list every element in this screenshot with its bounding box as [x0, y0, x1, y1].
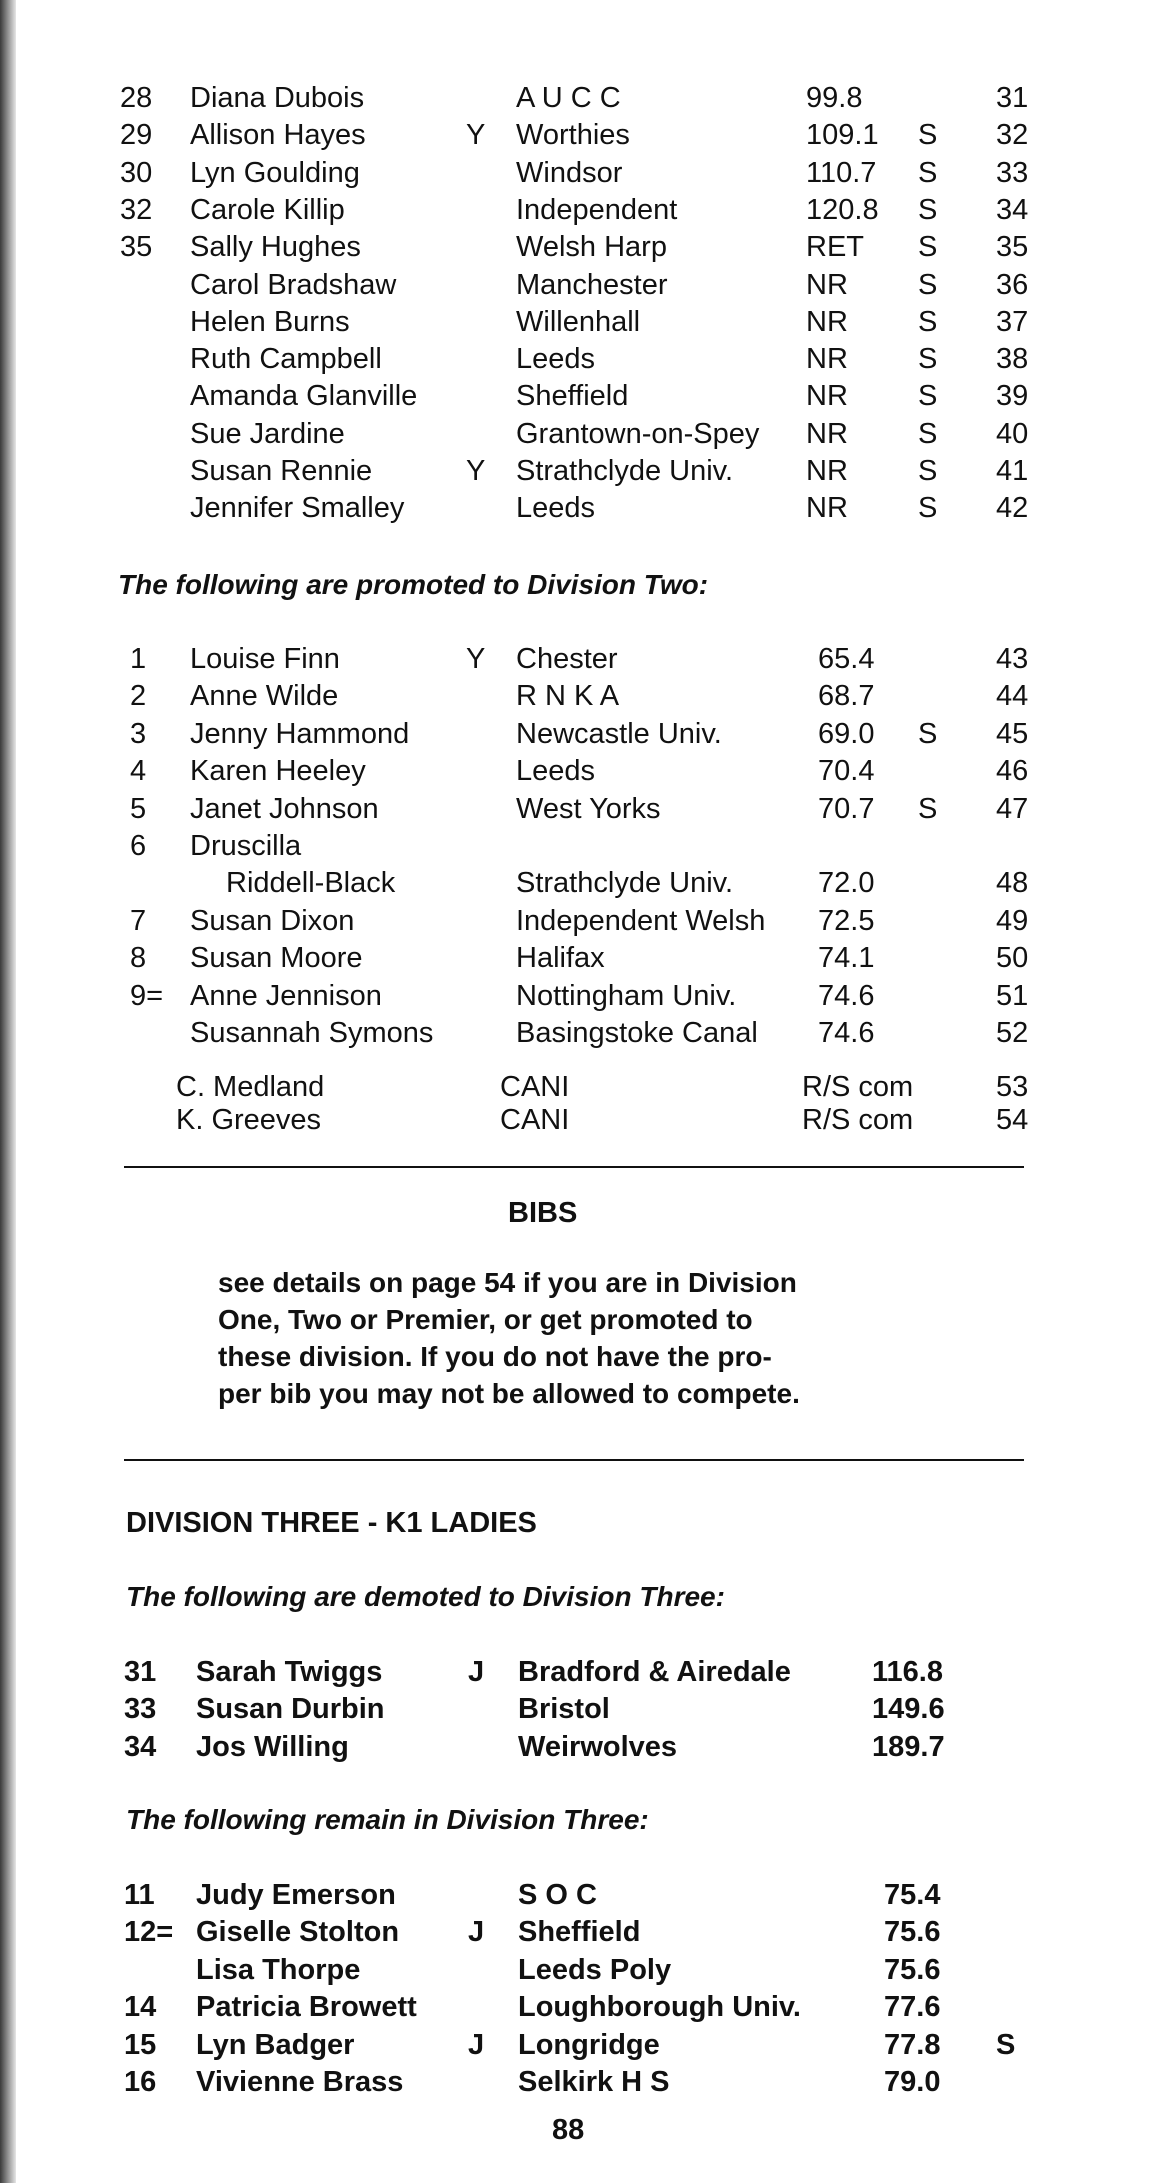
- table-row: [0, 2064, 1176, 2100]
- table-row: [0, 490, 1176, 526]
- table-row: [0, 753, 1176, 789]
- cell-time: 69.0: [818, 717, 875, 750]
- table-row: [0, 1877, 1176, 1913]
- cell-num: 49: [996, 904, 1029, 937]
- cell-time: 120.8: [806, 193, 879, 226]
- cell-s: S: [918, 417, 938, 450]
- cell-flag: Y: [466, 643, 486, 675]
- cell-club: Nottingham Univ.: [516, 979, 737, 1012]
- bibs-line: these division. If you do not have the pro-: [218, 1341, 772, 1372]
- table-row: [0, 267, 1176, 303]
- table-row: [0, 1102, 1176, 1138]
- cell-num: 46: [996, 755, 1029, 788]
- cell-name: Susan Moore: [190, 942, 363, 975]
- cell-name: Druscilla: [190, 830, 302, 862]
- cell-pos: 7: [130, 904, 147, 937]
- cell-num: 50: [996, 942, 1029, 975]
- table-row: [0, 791, 1176, 827]
- cell-time: 65.4: [818, 643, 875, 675]
- table-row: [0, 80, 1176, 116]
- cell-s: S: [918, 717, 938, 750]
- cell-time: RET: [806, 231, 864, 264]
- cell-num: 43: [996, 643, 1029, 675]
- cell-num: 45: [996, 717, 1029, 750]
- table-row: [0, 453, 1176, 489]
- cell-pos: 14: [124, 1991, 157, 2024]
- cell-flag: J: [468, 1656, 485, 1688]
- cell-s: S: [918, 455, 938, 487]
- cell-time: 72.0: [818, 867, 875, 900]
- bibs-line: see details on page 54 if you are in Division: [218, 1267, 797, 1298]
- cell-name: Lyn Badger: [196, 2028, 355, 2061]
- cell-pos: 28: [120, 82, 153, 114]
- cell-pos: 30: [120, 156, 153, 189]
- cell-club: Leeds: [516, 492, 596, 525]
- cell-club: Willenhall: [516, 305, 641, 338]
- cell-time: NR: [806, 268, 848, 301]
- cell-club: Manchester: [516, 268, 668, 301]
- cell-name: Anne Jennison: [190, 979, 382, 1012]
- cell-num: 31: [996, 82, 1029, 114]
- cell-club: Basingstoke Canal: [516, 1017, 758, 1049]
- cell-name: Susan Dixon: [190, 904, 355, 937]
- cell-club: Windsor: [516, 156, 623, 189]
- cell-name: Susannah Symons: [190, 1017, 434, 1049]
- cell-club: Newcastle Univ.: [516, 717, 722, 750]
- cell-time: 72.5: [818, 904, 875, 937]
- cell-num: 38: [996, 343, 1029, 376]
- cell-name: Giselle Stolton: [196, 1916, 400, 1949]
- cell-name: Susan Durbin: [196, 1693, 385, 1726]
- table-row: [0, 155, 1176, 191]
- table-row: [0, 1914, 1176, 1950]
- cell-time: 189.7: [872, 1730, 945, 1763]
- cell-club: Chester: [516, 643, 618, 675]
- cell-club: Leeds: [516, 343, 596, 376]
- cell-num: 37: [996, 305, 1029, 338]
- cell-pos: 29: [120, 119, 153, 152]
- cell-time: 70.4: [818, 755, 875, 788]
- cell-club: Bristol: [518, 1693, 610, 1726]
- cell-time: NR: [806, 455, 848, 487]
- table-row: [0, 903, 1176, 939]
- cell-club: Halifax: [516, 942, 605, 975]
- cell-name: C. Medland: [176, 1071, 325, 1103]
- cell-pos: 33: [124, 1693, 157, 1726]
- cell-num: 53: [996, 1071, 1029, 1103]
- cell-s: S: [918, 193, 938, 226]
- bibs-notice: [218, 1264, 898, 1412]
- cell-time: NR: [806, 343, 848, 376]
- divider-bottom: [124, 1459, 1024, 1461]
- cell-name: Lisa Thorpe: [196, 1953, 361, 1986]
- cell-club: Independent: [516, 193, 678, 226]
- cell-club: Selkirk H S: [518, 2066, 670, 2098]
- cell-pos: 11: [124, 1879, 155, 1911]
- cell-name: K. Greeves: [176, 1104, 322, 1136]
- cell-time: 70.7: [818, 792, 875, 825]
- cell-club: Sheffield: [518, 1916, 641, 1949]
- cell-club: West Yorks: [516, 792, 661, 825]
- demoted-heading: The following are demoted to Division Three:: [126, 1581, 725, 1612]
- cell-s: S: [918, 119, 938, 152]
- cell-pos: 16: [124, 2066, 157, 2098]
- table-row: [0, 1069, 1176, 1105]
- cell-club: Loughborough Univ.: [518, 1991, 801, 2024]
- cell-num: 51: [996, 979, 1029, 1012]
- division-three-title: DIVISION THREE - K1 LADIES: [126, 1507, 537, 1539]
- table-row: [0, 304, 1176, 340]
- cell-num: 54: [996, 1104, 1029, 1136]
- cell-club: Worthies: [516, 119, 630, 152]
- cell-time: 74.6: [818, 979, 875, 1012]
- cell-name: Lyn Goulding: [190, 156, 360, 189]
- cell-time: 75.6: [884, 1916, 941, 1949]
- cell-name: Sally Hughes: [190, 231, 361, 264]
- cell-time: 99.8: [806, 82, 863, 114]
- cell-club: Leeds Poly: [518, 1953, 672, 1986]
- cell-time: 77.8: [884, 2028, 941, 2061]
- page-number: 88: [552, 2114, 585, 2146]
- cell-name: Patricia Browett: [196, 1991, 417, 2024]
- cell-pos: 1: [130, 643, 147, 675]
- table-row: [0, 341, 1176, 377]
- cell-s: S: [918, 343, 938, 376]
- cell-flag: J: [468, 2028, 485, 2061]
- table-row: [0, 865, 1176, 901]
- cell-name: Carole Killip: [190, 193, 345, 226]
- bibs-title: BIBS: [508, 1197, 578, 1229]
- cell-num: 48: [996, 867, 1029, 900]
- cell-pos: 4: [130, 755, 147, 788]
- cell-pos: 3: [130, 717, 147, 750]
- cell-s: S: [918, 380, 938, 413]
- cell-club: Bradford & Airedale: [518, 1656, 791, 1688]
- cell-note: R/S com: [802, 1104, 914, 1136]
- cell-pos: 6: [130, 830, 147, 862]
- cell-pos: 32: [120, 193, 153, 226]
- cell-time: NR: [806, 380, 848, 413]
- cell-note: R/S com: [802, 1071, 914, 1103]
- promoted-heading: The following are promoted to Division Two:: [118, 569, 709, 600]
- cell-time: 109.1: [806, 119, 879, 152]
- table-row: [0, 978, 1176, 1014]
- cell-time: 149.6: [872, 1693, 945, 1726]
- bibs-line: per bib you may not be allowed to compete.: [218, 1378, 800, 1409]
- table-row: [0, 229, 1176, 265]
- cell-num: 52: [996, 1017, 1029, 1049]
- cell-time: 68.7: [818, 680, 875, 713]
- cell-name: Jos Willing: [196, 1730, 349, 1763]
- cell-flag: Y: [466, 119, 486, 152]
- cell-club: Independent Welsh: [516, 904, 766, 937]
- table-row: [0, 1691, 1176, 1727]
- cell-time: 77.6: [884, 1991, 941, 2024]
- bibs-line: One, Two or Premier, or get promoted to: [218, 1304, 753, 1335]
- cell-club: Strathclyde Univ.: [516, 455, 734, 487]
- cell-pos: 35: [120, 231, 153, 264]
- cell-time: 110.7: [806, 156, 877, 189]
- cell-num: 40: [996, 417, 1029, 450]
- table-row: [0, 678, 1176, 714]
- cell-pos: 9=: [130, 979, 164, 1012]
- cell-pos: 15: [124, 2028, 157, 2061]
- cell-num: 42: [996, 492, 1029, 525]
- cell-club: Longridge: [518, 2028, 660, 2061]
- cell-num: 33: [996, 156, 1029, 189]
- cell-s: S: [918, 231, 938, 264]
- remain-heading: The following remain in Division Three:: [126, 1804, 649, 1835]
- cell-num: 35: [996, 231, 1029, 264]
- cell-club: R N K A: [516, 680, 620, 713]
- table-row: [0, 641, 1176, 677]
- cell-pos: 34: [124, 1730, 157, 1763]
- cell-time: 79.0: [884, 2066, 941, 2098]
- cell-s: S: [996, 2028, 1016, 2061]
- table-row: [0, 192, 1176, 228]
- cell-name: Riddell-Black: [226, 867, 396, 900]
- table-row: [0, 1952, 1176, 1988]
- table-row: [0, 828, 1176, 864]
- cell-name: Janet Johnson: [190, 792, 379, 825]
- cell-s: S: [918, 492, 938, 525]
- cell-pos: 31: [124, 1656, 157, 1688]
- cell-num: 44: [996, 680, 1029, 713]
- cell-name: Louise Finn: [190, 643, 340, 675]
- cell-name: Helen Burns: [190, 305, 350, 338]
- cell-pos: 12=: [124, 1916, 174, 1949]
- cell-club: Leeds: [516, 755, 596, 788]
- cell-club: CANI: [500, 1104, 570, 1136]
- cell-name: Ruth Campbell: [190, 343, 382, 376]
- cell-club: Strathclyde Univ.: [516, 867, 734, 900]
- cell-name: Carol Bradshaw: [190, 268, 397, 301]
- table-row: [0, 378, 1176, 414]
- cell-num: 36: [996, 268, 1029, 301]
- cell-name: Jennifer Smalley: [190, 492, 405, 525]
- cell-club: Sheffield: [516, 380, 629, 413]
- cell-time: 75.6: [884, 1953, 941, 1986]
- table-row: [0, 716, 1176, 752]
- cell-name: Vivienne Brass: [196, 2066, 404, 2098]
- cell-name: Karen Heeley: [190, 755, 366, 788]
- cell-club: Grantown-on-Spey: [516, 417, 760, 450]
- cell-name: Sarah Twiggs: [196, 1656, 383, 1688]
- cell-num: 34: [996, 193, 1029, 226]
- table-row: [0, 940, 1176, 976]
- cell-time: NR: [806, 417, 848, 450]
- cell-time: 75.4: [884, 1879, 941, 1911]
- cell-s: S: [918, 792, 938, 825]
- cell-club: CANI: [500, 1071, 570, 1103]
- cell-pos: 5: [130, 792, 147, 825]
- cell-flag: J: [468, 1916, 485, 1949]
- cell-club: Welsh Harp: [516, 231, 667, 264]
- table-row: [0, 1654, 1176, 1690]
- cell-num: 39: [996, 380, 1029, 413]
- cell-num: 41: [996, 455, 1029, 487]
- divider-top: [124, 1166, 1024, 1168]
- cell-name: Susan Rennie: [190, 455, 373, 487]
- cell-name: Diana Dubois: [190, 82, 365, 114]
- cell-name: Sue Jardine: [190, 417, 345, 450]
- cell-num: 32: [996, 119, 1029, 152]
- cell-pos: 2: [130, 680, 147, 713]
- cell-time: 116.8: [872, 1656, 943, 1688]
- cell-club: A U C C: [516, 82, 621, 114]
- cell-club: S O C: [518, 1879, 597, 1911]
- cell-s: S: [918, 305, 938, 338]
- table-row: [0, 117, 1176, 153]
- table-row: [0, 1989, 1176, 2025]
- cell-time: NR: [806, 305, 848, 338]
- cell-pos: 8: [130, 942, 147, 975]
- cell-name: Jenny Hammond: [190, 717, 410, 750]
- cell-name: Amanda Glanville: [190, 380, 418, 413]
- table-row: [0, 1729, 1176, 1765]
- cell-time: NR: [806, 492, 848, 525]
- cell-name: Anne Wilde: [190, 680, 339, 713]
- cell-name: Judy Emerson: [196, 1879, 396, 1911]
- cell-time: 74.1: [818, 942, 875, 975]
- cell-name: Allison Hayes: [190, 119, 366, 152]
- cell-flag: Y: [466, 455, 486, 487]
- cell-s: S: [918, 268, 938, 301]
- table-row: [0, 2027, 1176, 2063]
- cell-club: Weirwolves: [518, 1730, 678, 1763]
- cell-s: S: [918, 156, 938, 189]
- cell-time: 74.6: [818, 1017, 875, 1049]
- cell-num: 47: [996, 792, 1029, 825]
- table-row: [0, 416, 1176, 452]
- table-row: [0, 1015, 1176, 1051]
